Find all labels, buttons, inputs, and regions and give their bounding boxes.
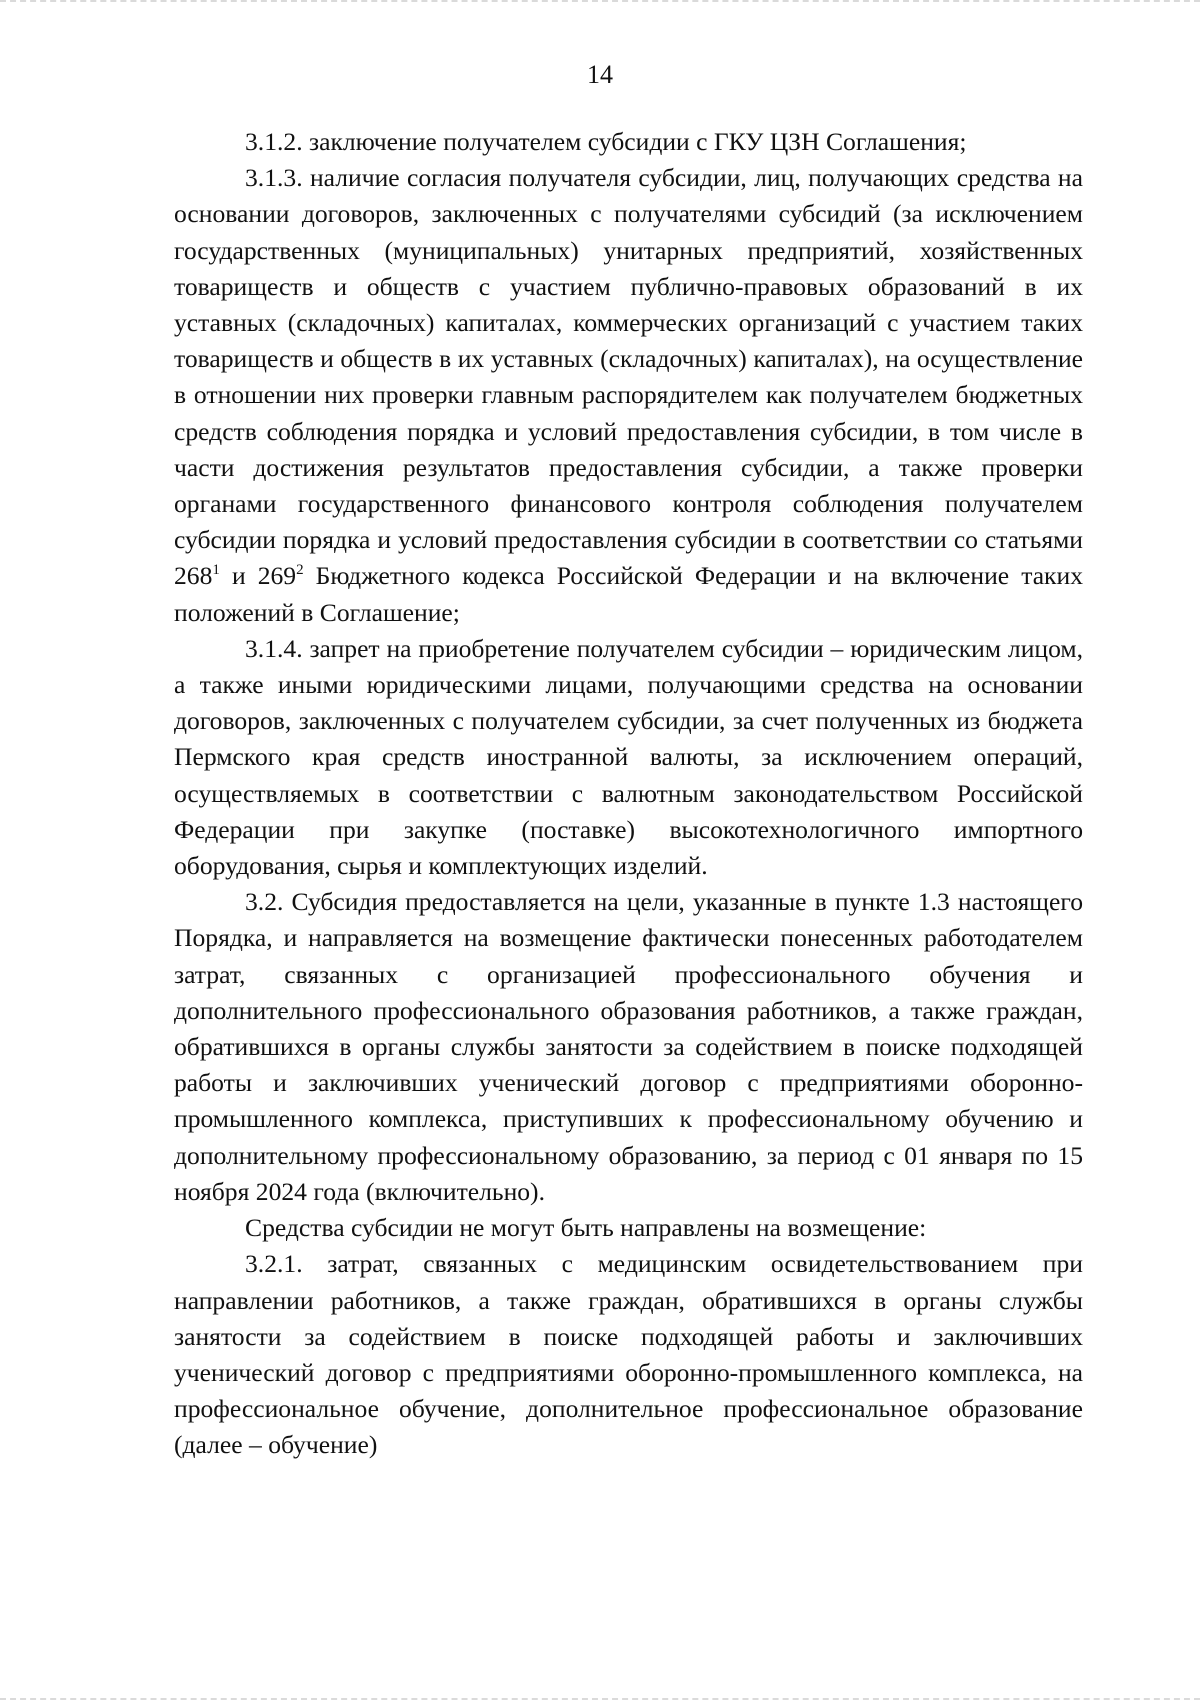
paragraph-3-2-note: Средства субсидии не могут быть направлены на возмещение: (245, 1213, 927, 1243)
page-bottom-edge (0, 1698, 1200, 1700)
paragraph-3-2: 3.2. Субсидия предоставляется на цели, указанные в пункте 1.3 настоящего Порядка, и направляется на возмещение фактически понесенных работодателем затрат, связанных с организацией профессионального обучения и дополнительного профессионального образования работников, а также граждан, обратившихся в органы службы занятости за содействием в поиске подходящей работы и заключивших ученический договор с предприятиями оборонно-промышленного комплекса, приступивших к профессиональному обучению и дополнительному профессиональному образованию, за период с 01 января по 15 ноября 2024 года (включительно). (174, 887, 1083, 1206)
page-top-edge (0, 0, 1200, 2)
superscript-article-269: 2 (296, 562, 304, 579)
paragraph-3-2-1: 3.2.1. затрат, связанных с медицинским освидетельствованием при направлении работников, а также граждан, обратившихся в органы службы занятости за содействием в поиске подходящей работы и заключивших ученический договор с предприятиями оборонно-промышленного комплекса, на профессиональное обучение, дополнительное профессиональное образование (далее – обучение) (174, 1249, 1083, 1460)
paragraph-3-1-3-text-after: Бюджетного кодекса Российской Федерации и на включение таких положений в Соглашение; (174, 561, 1083, 627)
paragraph-3-1-2: 3.1.2. заключение получателем субсидии с ГКУ ЦЗН Соглашения; (245, 127, 967, 156)
paragraph-3-1-4: 3.1.4. запрет на приобретение получателем субсидии – юридическим лицом, а также иными юридическими лицами, получающими средства на основании договоров, заключенных с получателем субсидии, за счет полученных из бюджета Пермского края средств иностранной валюты, за исключением операций, осуществляемых в соответствии с валютным законодательством Российской Федерации при закупке (поставке) высокотехнологичного импортного оборудования, сырья и комплектующих изделий. (174, 633, 1083, 881)
paragraph-3-1-3 (174, 160, 1083, 631)
paragraph-3-1-3-text-before: 3.1.3. наличие согласия получателя субсидии, лиц, получающих средства на основании договоров, заключенных с получателями субсидий (за исключением государственных (муниципальных) унитарных предприятий, хозяйственных товариществ и обществ с участием публично-правовых образований в их уставных (складочных) капиталах, коммерческих организаций с участием таких товариществ и обществ в их уставных (складочных) капиталах), на осуществление в отношении них проверки главным распорядителем как получателем бюджетных средств соблюдения порядка и условий предоставления субсидии, в том числе в части достижения результатов предоставления субсидии, а также проверки органами государственного финансового контроля соблюдения получателем субсидии порядка и условий предоставления субсидии в соответствии со статьями 268 (174, 163, 1083, 591)
paragraph-3-1-3-text-middle: и 269 (219, 561, 297, 591)
page-number: 14 (587, 60, 613, 89)
document-body (174, 124, 1083, 1464)
superscript-article-268: 1 (212, 562, 220, 579)
